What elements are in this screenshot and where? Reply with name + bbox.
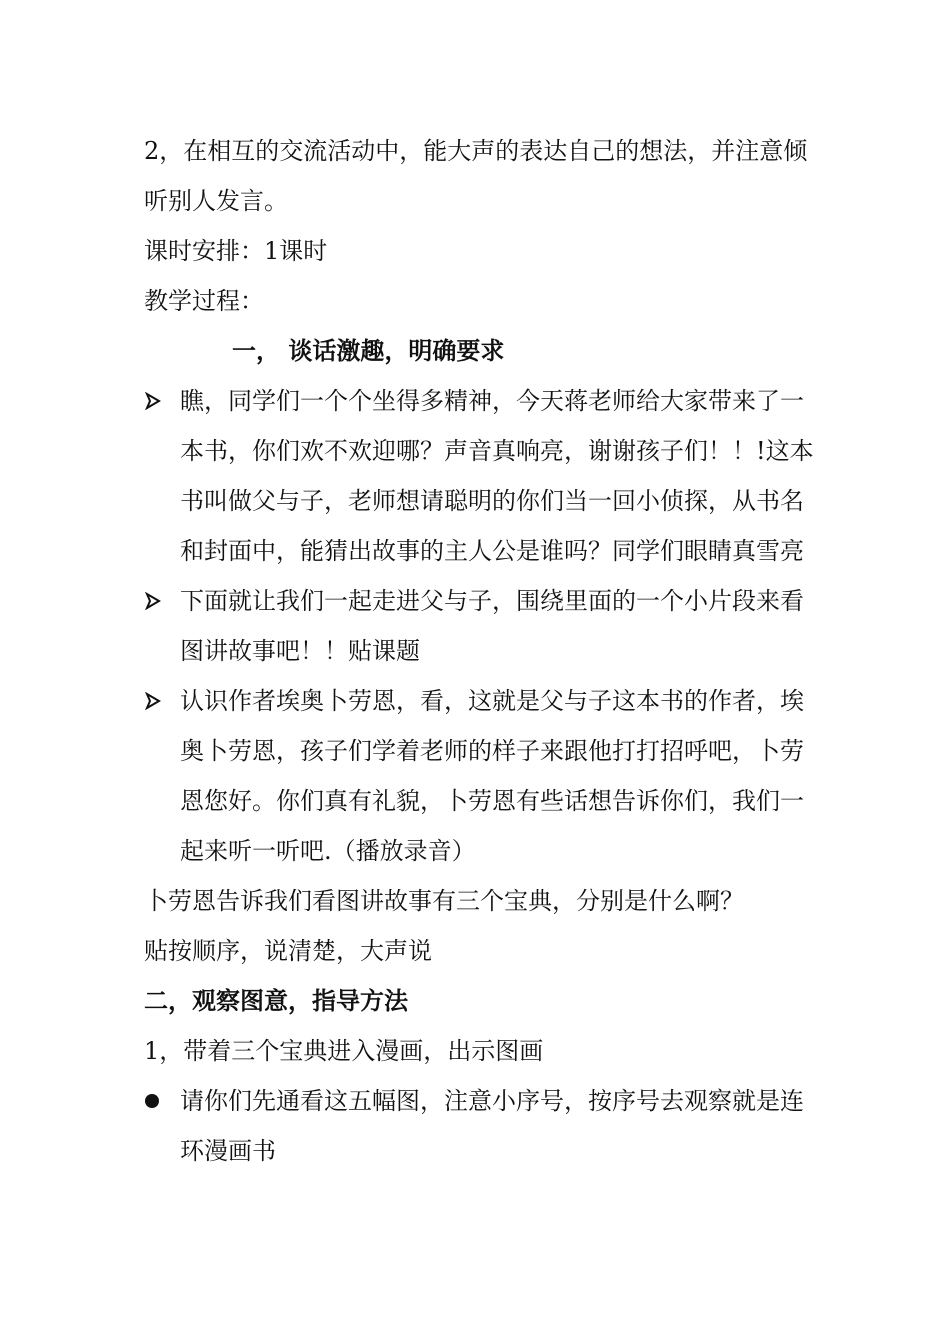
treasure-answer-paragraph: 贴按顺序，说清楚，大声说 — [144, 937, 432, 965]
treasure-question-paragraph: 卜劳恩告诉我们看图讲故事有三个宝典，分别是什么啊？ — [144, 887, 744, 915]
list-item-text: 瞧，同学们一个个坐得多精神，今天蒋老师给大家带来了一本书，你们欢不欢迎哪？声音真响亮，谢谢孩子们！！!这本书叫做父与子，老师想请聪明的你们当一回小侦探，从书名和封面中，能猜出故事的主人公是谁吗？同学们眼睛真雪亮 — [180, 387, 814, 565]
arrow-bullet-icon — [144, 376, 174, 426]
dot-bullet-icon — [144, 1076, 174, 1126]
process-label: 教学过程： — [144, 287, 264, 315]
list-item-text: 认识作者埃奥卜劳恩，看，这就是父与子这本书的作者，埃奥卜劳恩，孩子们学着老师的样子来跟他打打招呼吧，卜劳恩您好。你们真有礼貌，卜劳恩有些话想告诉你们，我们一起来听一听吧.（播放录音） — [180, 687, 804, 865]
document-body — [144, 126, 824, 1176]
list-item — [144, 576, 824, 676]
objective-2-paragraph: 2，在相互的交流活动中，能大声的表达自己的想法，并注意倾听别人发言。 — [144, 137, 808, 215]
list-item-text: 下面就让我们一起走进父与子，围绕里面的一个小片段来看图讲故事吧！！贴课题 — [180, 587, 804, 665]
section-2-heading: 二，观察图意，指导方法 — [144, 986, 408, 1015]
step-1-paragraph: 1，带着三个宝典进入漫画，出示图画 — [144, 1037, 544, 1065]
list-item-text: 请你们先通看这五幅图，注意小序号，按序号去观察就是连环漫画书 — [180, 1087, 804, 1165]
section-1-heading: 一， 谈话激趣，明确要求 — [232, 336, 505, 365]
schedule-paragraph: 课时安排：1课时 — [144, 237, 328, 265]
arrow-bullet-icon — [144, 676, 174, 726]
list-item — [144, 1076, 824, 1176]
list-item — [144, 676, 824, 876]
list-item — [144, 376, 824, 576]
arrow-bullet-icon — [144, 576, 174, 626]
